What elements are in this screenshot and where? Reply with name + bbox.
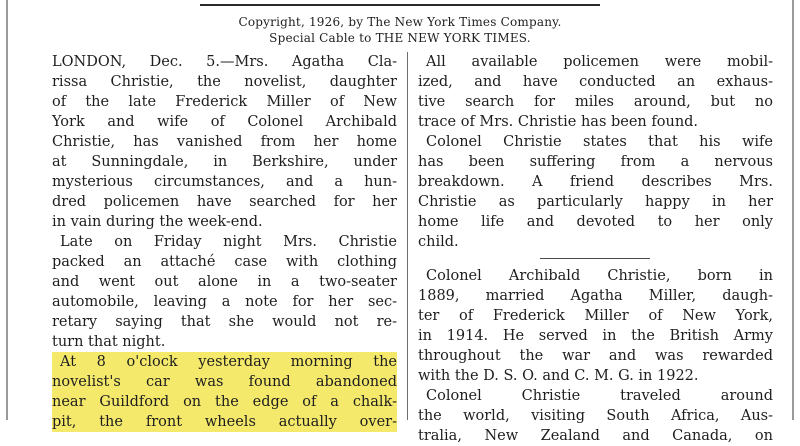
paragraph-1	[52, 52, 397, 232]
copyright-line: Copyright, 1926, by The New York Times Company.	[238, 15, 562, 29]
left-column	[52, 52, 397, 432]
text-line: Colonel Archibald Christie, born in	[426, 268, 773, 284]
text-line: throughout the war and was rewarded	[418, 348, 773, 364]
text-line: Colonel Christie traveled around	[426, 388, 773, 404]
text-line: All available policemen were mobil-	[426, 54, 773, 70]
highlighted-line: pit, the front wheels actually over-	[52, 414, 397, 430]
text-line: at Sunningdale, in Berkshire, under	[52, 154, 397, 170]
text-line: of the late Frederick Miller of New	[52, 94, 397, 110]
text-line: packed an attaché case with clothing	[52, 254, 397, 270]
text-line: mysterious circumstances, and a hun-	[52, 174, 397, 190]
text-line: in 1914. He served in the British Army	[418, 328, 773, 344]
right-border	[792, 0, 794, 420]
text-line: Christie, has vanished from her home	[52, 134, 397, 150]
text-line: LONDON, Dec. 5.—Mrs. Agatha Cla-	[52, 54, 397, 70]
text-line: 1889, married Agatha Miller, daugh-	[418, 288, 773, 304]
cable-line: Special Cable to THE NEW YORK TIMES.	[269, 31, 531, 45]
text-line: dred policemen have searched for her	[52, 194, 397, 210]
text-line: trace of Mrs. Christie has been found.	[418, 114, 699, 130]
text-line: York and wife of Colonel Archibald	[52, 114, 397, 130]
text-line: breakdown. A friend describes Mrs.	[418, 174, 773, 190]
text-line: the world, visiting South Africa, Aus-	[418, 408, 773, 424]
text-line: tive search for miles around, but no	[418, 94, 773, 110]
right-column	[418, 52, 773, 252]
text-line: automobile, leaving a note for her sec-	[52, 294, 397, 310]
text-line: retary saying that she would not re-	[52, 314, 397, 330]
highlighted-line: near Guildford on the edge of a chalk-	[52, 394, 397, 410]
text-line: home life and devoted to her only	[418, 214, 773, 230]
highlighted-line: novelist's car was found abandoned	[52, 374, 397, 390]
text-line: with the D. S. O. and C. M. G. in 1922.	[418, 368, 699, 384]
paragraph-4	[418, 386, 773, 446]
text-line: ized, and have conducted an exhaus-	[418, 74, 773, 90]
highlighted-paragraph	[52, 352, 397, 432]
text-line: Late on Friday night Mrs. Christie	[60, 234, 397, 250]
paragraph-3	[418, 266, 773, 386]
article-header	[0, 14, 800, 46]
left-border	[6, 0, 8, 420]
text-line: and went out alone in a two-seater	[52, 274, 397, 290]
text-line: in vain during the week-end.	[52, 214, 263, 230]
text-line: rissa Christie, the novelist, daughter	[52, 74, 397, 90]
column-divider	[407, 52, 408, 420]
text-line: child.	[418, 234, 459, 250]
text-line: Colonel Christie states that his wife	[426, 134, 773, 150]
paragraph-2	[52, 232, 397, 352]
top-rule	[200, 4, 600, 6]
text-line: has been suffering from a nervous	[418, 154, 773, 170]
text-line: ter of Frederick Miller of New York,	[418, 308, 773, 324]
section-rule	[540, 258, 650, 259]
text-line: tralia, New Zealand and Canada, on	[418, 428, 773, 444]
text-line: turn that night.	[52, 334, 166, 350]
right-column-bio	[418, 266, 773, 446]
paragraph-1	[418, 52, 773, 132]
paragraph-2	[418, 132, 773, 252]
text-line: Christie as particularly happy in her	[418, 194, 773, 210]
highlighted-line: At 8 o'clock yesterday morning the	[52, 352, 397, 372]
